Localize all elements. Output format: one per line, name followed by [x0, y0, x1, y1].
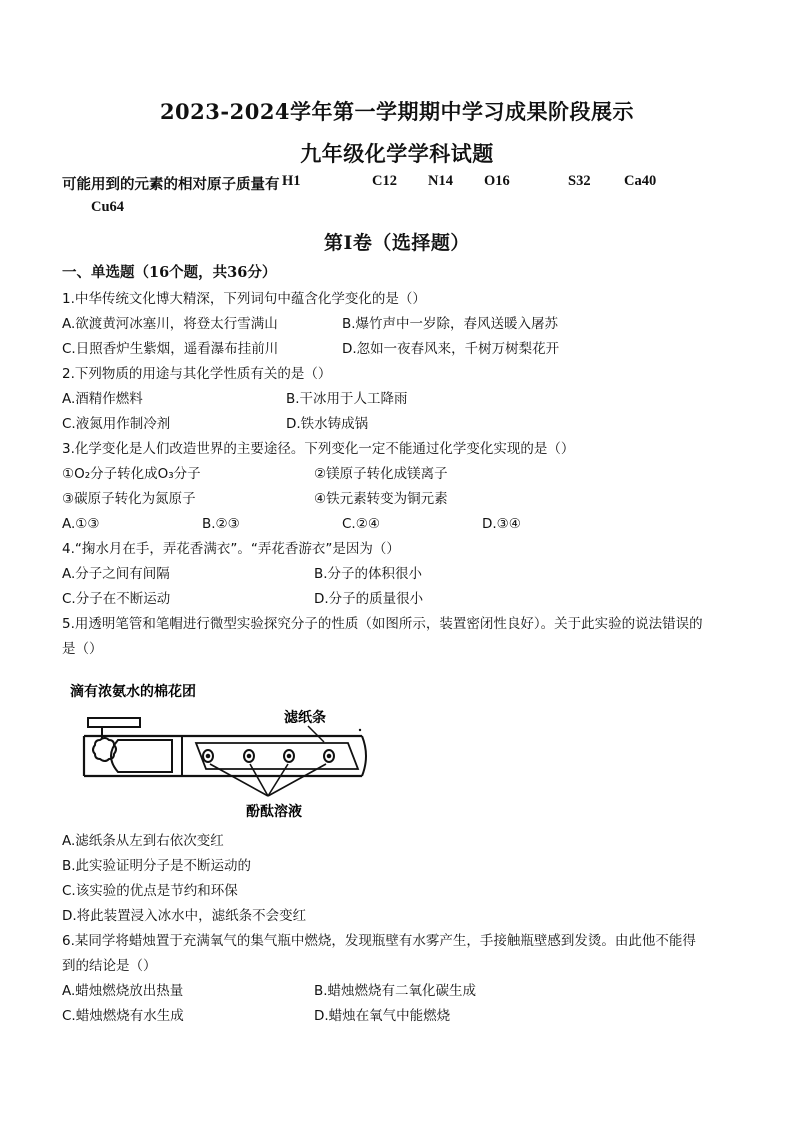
- q3-option-b: B.②③: [202, 516, 240, 532]
- q4-option-c: C.分子在不断运动: [62, 591, 171, 607]
- q2-option-d: D.铁水铸成锅: [286, 416, 369, 432]
- q1-option-a: A.欲渡黄河冰塞川，将登太行雪满山: [62, 316, 278, 332]
- section-title: 第I卷（选择题）: [324, 232, 470, 254]
- q5-option-d: D.将此装置浸入冰水中，滤纸条不会变红: [62, 908, 307, 924]
- q4-option-a: A.分子之间有间隔: [62, 566, 170, 582]
- q6-option-b: B.蜡烛燃烧有二氧化碳生成: [314, 983, 477, 999]
- q5-option-b: B.此实验证明分子是不断运动的: [62, 858, 252, 874]
- atomic-mass-cu: Cu64: [91, 199, 125, 215]
- q1-option-d: D.忽如一夜春风来，千树万树梨花开: [342, 341, 560, 357]
- atomic-mass-c: C12: [372, 173, 397, 189]
- q6-option-c: C.蜡烛燃烧有水生成: [62, 1008, 184, 1024]
- q6-stem-line2: 到的结论是（）: [62, 958, 157, 974]
- q2-option-c: C.液氮用作制冷剂: [62, 416, 171, 432]
- q2-option-b: B.干冰用于人工降雨: [286, 391, 408, 407]
- atomic-mass-n: N14: [428, 173, 453, 189]
- q1-option-b: B.爆竹声中一岁除，春风送暖入屠苏: [342, 316, 559, 332]
- q5-stem-line2: 是（）: [62, 641, 103, 657]
- q5-option-c: C.该实验的优点是节约和环保: [62, 883, 238, 899]
- q3-stem: 3.化学变化是人们改造世界的主要途径。下列变化一定不能通过化学变化实现的是（）: [62, 441, 575, 457]
- q4-option-b: B.分子的体积很小: [314, 566, 423, 582]
- figure-label-paper: 滤纸条: [284, 710, 326, 726]
- q6-option-d: D.蜡烛在氧气中能燃烧: [314, 1008, 451, 1024]
- q1-stem: 1.中华传统文化博大精深，下列词句中蕴含化学变化的是（）: [62, 291, 426, 307]
- figure-drop-1-core: [206, 754, 211, 759]
- figure-label-solution: 酚酞溶液: [246, 804, 302, 820]
- figure-pen-cap: [111, 740, 172, 772]
- part-heading: 一、单选题（16个题，共36分）: [62, 264, 277, 281]
- figure-pen-end: [362, 736, 366, 776]
- q3-statement-2: ②镁原子转化成镁离子: [314, 466, 448, 482]
- q4-stem: 4.“掬水月在手，弄花香满衣”。“弄花香游衣”是因为（）: [62, 541, 400, 557]
- figure-drop-2-core: [247, 754, 252, 759]
- figure-label-cotton: 滴有浓氨水的棉花团: [70, 684, 196, 700]
- atomic-mass-h: H1: [282, 173, 301, 189]
- q2-option-a: A.酒精作燃料: [62, 391, 143, 407]
- figure-paper-pointer: [308, 726, 324, 742]
- q3-option-c: C.②④: [342, 516, 380, 532]
- q3-statement-3: ③碳原子转化为氮原子: [62, 491, 196, 507]
- figure-pen-tube: [84, 736, 362, 776]
- figure-drop-3-core: [287, 754, 292, 759]
- q3-option-d: D.③④: [482, 516, 521, 532]
- q3-statement-4: ④铁元素转变为铜元素: [314, 491, 448, 507]
- atomic-mass-label: 可能用到的元素的相对原子质量有: [62, 177, 280, 193]
- q3-statement-1: ①O₂分子转化成O₃分子: [62, 466, 201, 482]
- q1-option-c: C.日照香炉生紫烟，遥看瀑布挂前川: [62, 341, 279, 357]
- exam-subtitle: 九年级化学学科试题: [300, 141, 494, 166]
- q2-stem: 2.下列物质的用途与其化学性质有关的是（）: [62, 366, 332, 382]
- figure-drop-4-core: [327, 754, 332, 759]
- atomic-mass-o: O16: [484, 173, 510, 189]
- q6-stem-line1: 6.某同学将蜡烛置于充满氧气的集气瓶中燃烧，发现瓶壁有水雾产生，手接触瓶壁感到发烫。由此他不能得: [62, 933, 696, 949]
- atomic-mass-ca: Ca40: [624, 173, 657, 189]
- q3-option-a: A.①③: [62, 516, 100, 532]
- q6-option-a: A.蜡烛燃烧放出热量: [62, 983, 184, 999]
- figure-holder-bar: [88, 718, 140, 727]
- atomic-mass-s: S32: [568, 173, 591, 189]
- q5-stem-line1: 5.用透明笔管和笔帽进行微型实验探究分子的性质（如图所示，装置密闭性良好）。关于此实验的说法错误的: [62, 616, 703, 632]
- exam-title: 2023-2024学年第一学期期中学习成果阶段展示: [159, 99, 635, 124]
- figure-dot: [359, 729, 361, 731]
- q4-option-d: D.分子的质量很小: [314, 591, 424, 607]
- q5-figure-pen-apparatus: [62, 678, 382, 843]
- q5-option-a: A.滤纸条从左到右依次变红: [62, 833, 224, 849]
